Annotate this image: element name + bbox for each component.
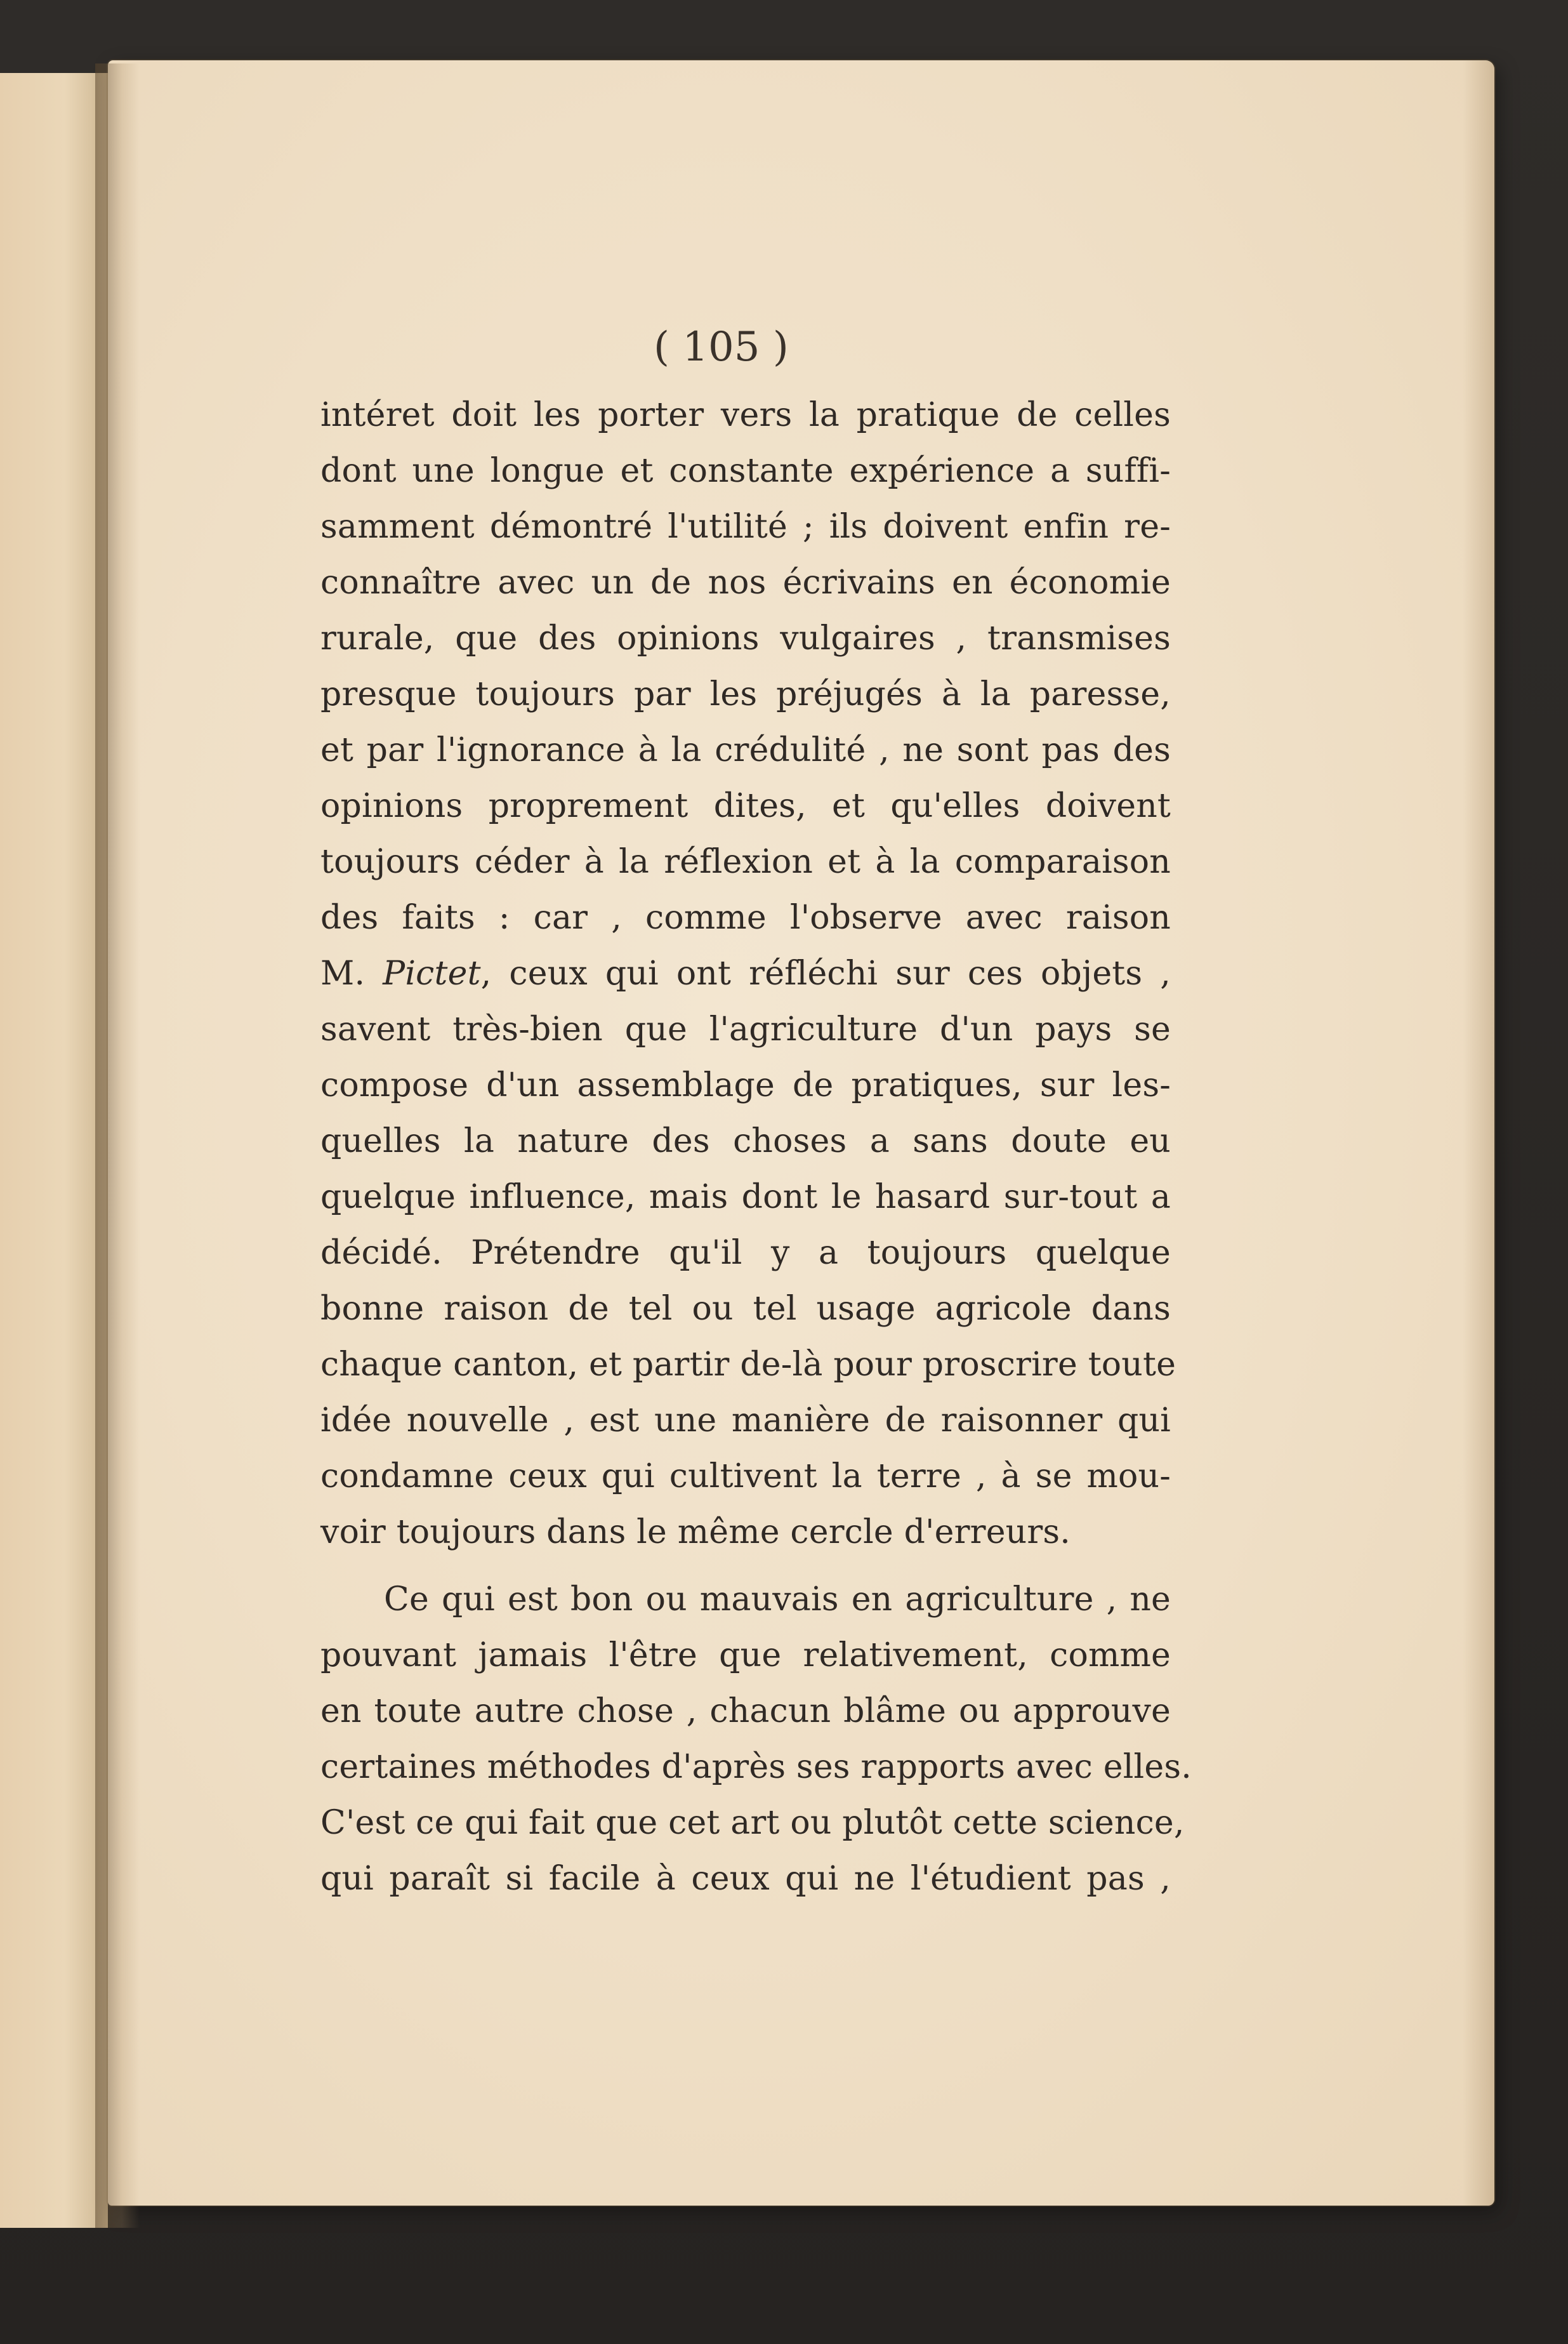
text-line: certaines méthodes d'après ses rapports avec elles. (320, 1748, 1192, 1786)
text-line: des faits : car , comme l'observe avec raison (320, 899, 1171, 937)
text-line: samment démontré l'utilité ; ils doivent enfin re- (320, 508, 1171, 546)
text-line: C'est ce qui fait que cet art ou plutôt cette science, (320, 1804, 1185, 1842)
facing-page-edge (0, 73, 108, 2228)
body-text (320, 387, 1192, 1907)
text-line: dont une longue et constante expérience a suffi- (320, 452, 1171, 490)
text-line: condamne ceux qui cultivent la terre , à se mou- (320, 1457, 1171, 1495)
italic-proper-name: Pictet (383, 955, 481, 993)
text-line: chaque canton, et partir de-là pour proscrire toute (320, 1346, 1176, 1384)
text-line: décidé. Prétendre qu'il y a toujours quelque (320, 1234, 1171, 1272)
text-line: quelque influence, mais dont le hasard sur-tout a (320, 1178, 1171, 1216)
text-line: idée nouvelle , est une manière de raisonner qui (320, 1401, 1171, 1440)
text-line: voir toujours dans le même cercle d'erreurs. (320, 1513, 1071, 1551)
text-line: savent très-bien que l'agriculture d'un pays se (320, 1010, 1171, 1049)
book-gutter-shadow (95, 63, 140, 2228)
text-line: opinions proprement dites, et qu'elles doivent (320, 787, 1171, 825)
page-fore-edge (1463, 60, 1494, 2206)
text-line: et par l'ignorance à la crédulité , ne sont pas des (320, 731, 1171, 769)
text-line: pouvant jamais l'être que relativement, comme (320, 1636, 1171, 1674)
text-line: connaître avec un de nos écrivains en économie (320, 564, 1171, 602)
text-line: compose d'un assemblage de pratiques, sur les- (320, 1066, 1171, 1104)
text-line: bonne raison de tel ou tel usage agricole dans (320, 1290, 1171, 1328)
text-line: toujours céder à la réflexion et à la comparaison (320, 843, 1171, 881)
page-number: ( 105 ) (654, 324, 789, 371)
text-line: Ce qui est bon ou mauvais en agriculture , ne (384, 1580, 1171, 1619)
text-line: qui paraît si facile à ceux qui ne l'étudient pas , (320, 1860, 1171, 1898)
text-line: intéret doit les porter vers la pratique de celles (320, 396, 1171, 434)
paragraph-gap (320, 1560, 1171, 1572)
text-line: rurale, que des opinions vulgaires , transmises (320, 619, 1171, 658)
text-line: quelles la nature des choses a sans doute eu (320, 1122, 1171, 1160)
text-line: en toute autre chose , chacun blâme ou approuve (320, 1692, 1171, 1730)
text-line-with-italic-name: M. Pictet, ceux qui ont réfléchi sur ces objets , (320, 955, 1171, 993)
text-line: presque toujours par les préjugés à la paresse, (320, 675, 1171, 713)
